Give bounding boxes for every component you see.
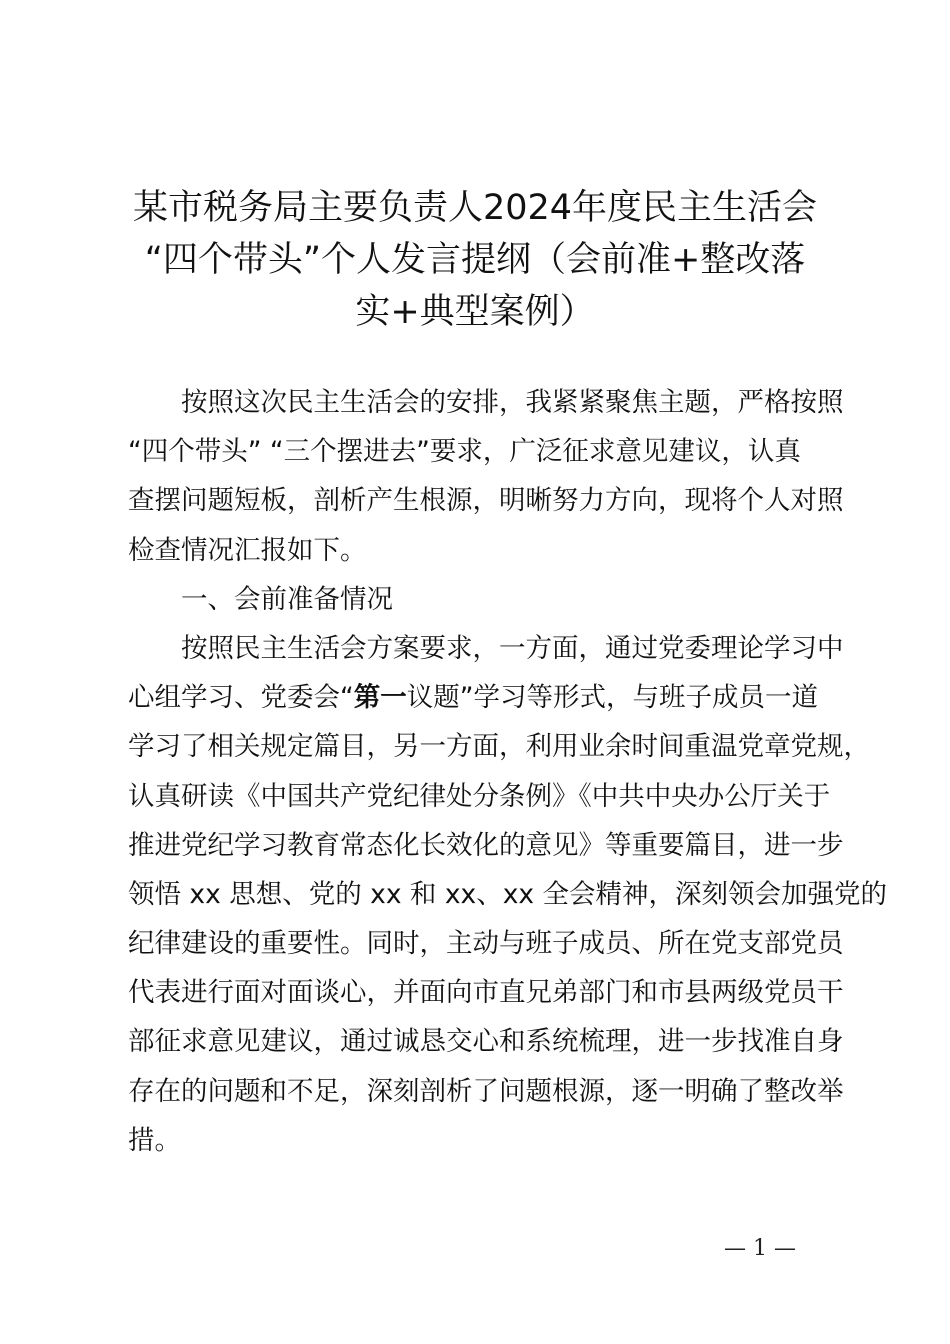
paragraph-line: 代表进行面对面谈心，并面向市直兄弟部门和市县两级党员干 [128, 977, 844, 1009]
title-line-2: “四个带头”个人发言提纲（会前准+整改落 [144, 240, 806, 280]
paragraph-line-mixed [128, 673, 828, 722]
paragraph-line: 措。 [128, 1124, 181, 1156]
paragraph-line: 领悟 xx 思想、党的 xx 和 xx、xx 全会精神，深刻领会加强党的 [128, 878, 888, 910]
paragraph-line: 检查情况汇报如下。 [128, 534, 367, 566]
document-title [110, 182, 840, 338]
title-line-1: 某市税务局主要负责人2024年度民主生活会 [132, 188, 818, 228]
title-line-3: 实+典型案例） [355, 292, 595, 332]
paragraph-line: 存在的问题和不足，深刻剖析了问题根源，逐一明确了整改举 [128, 1075, 844, 1107]
paragraph-line: 推进党纪学习教育常态化长效化的意见》等重要篇目，进一步 [128, 829, 844, 861]
paragraph-line: 查摆问题短板，剖析产生根源，明晰努力方向，现将个人对照 [128, 485, 844, 517]
section-heading: 一、会前准备情况 [181, 583, 393, 615]
paragraph-line: 认真研读《中国共产党纪律处分条例》《中共中央办公厅关于 [128, 780, 831, 812]
paragraph-line: 学习了相关规定篇目，另一方面，利用业余时间重温党章党规， [128, 731, 870, 763]
paragraph-line: 按照民主生活会方案要求，一方面，通过党委理论学习中 [181, 632, 844, 664]
text-run: 心组学习、党委会“ [128, 682, 354, 714]
text-run: 议题”学习等形式，与班子成员一道 [406, 682, 818, 714]
page-number: — 1 — [724, 1236, 796, 1261]
paragraph-line: 按照这次民主生活会的安排，我紧紧聚焦主题，严格按照 [181, 387, 844, 418]
bold-text-run: 第一 [353, 682, 407, 714]
paragraph-line: 纪律建设的重要性。同时，主动与班子成员、所在党支部党员 [128, 928, 844, 960]
paragraph-line: 部征求意见建议，通过诚恳交心和系统梳理，进一步找准自身 [128, 1026, 844, 1058]
document-body [128, 378, 888, 1165]
paragraph-line: “四个带头” “三个摆进去”要求，广泛征求意见建议，认真 [128, 436, 801, 468]
